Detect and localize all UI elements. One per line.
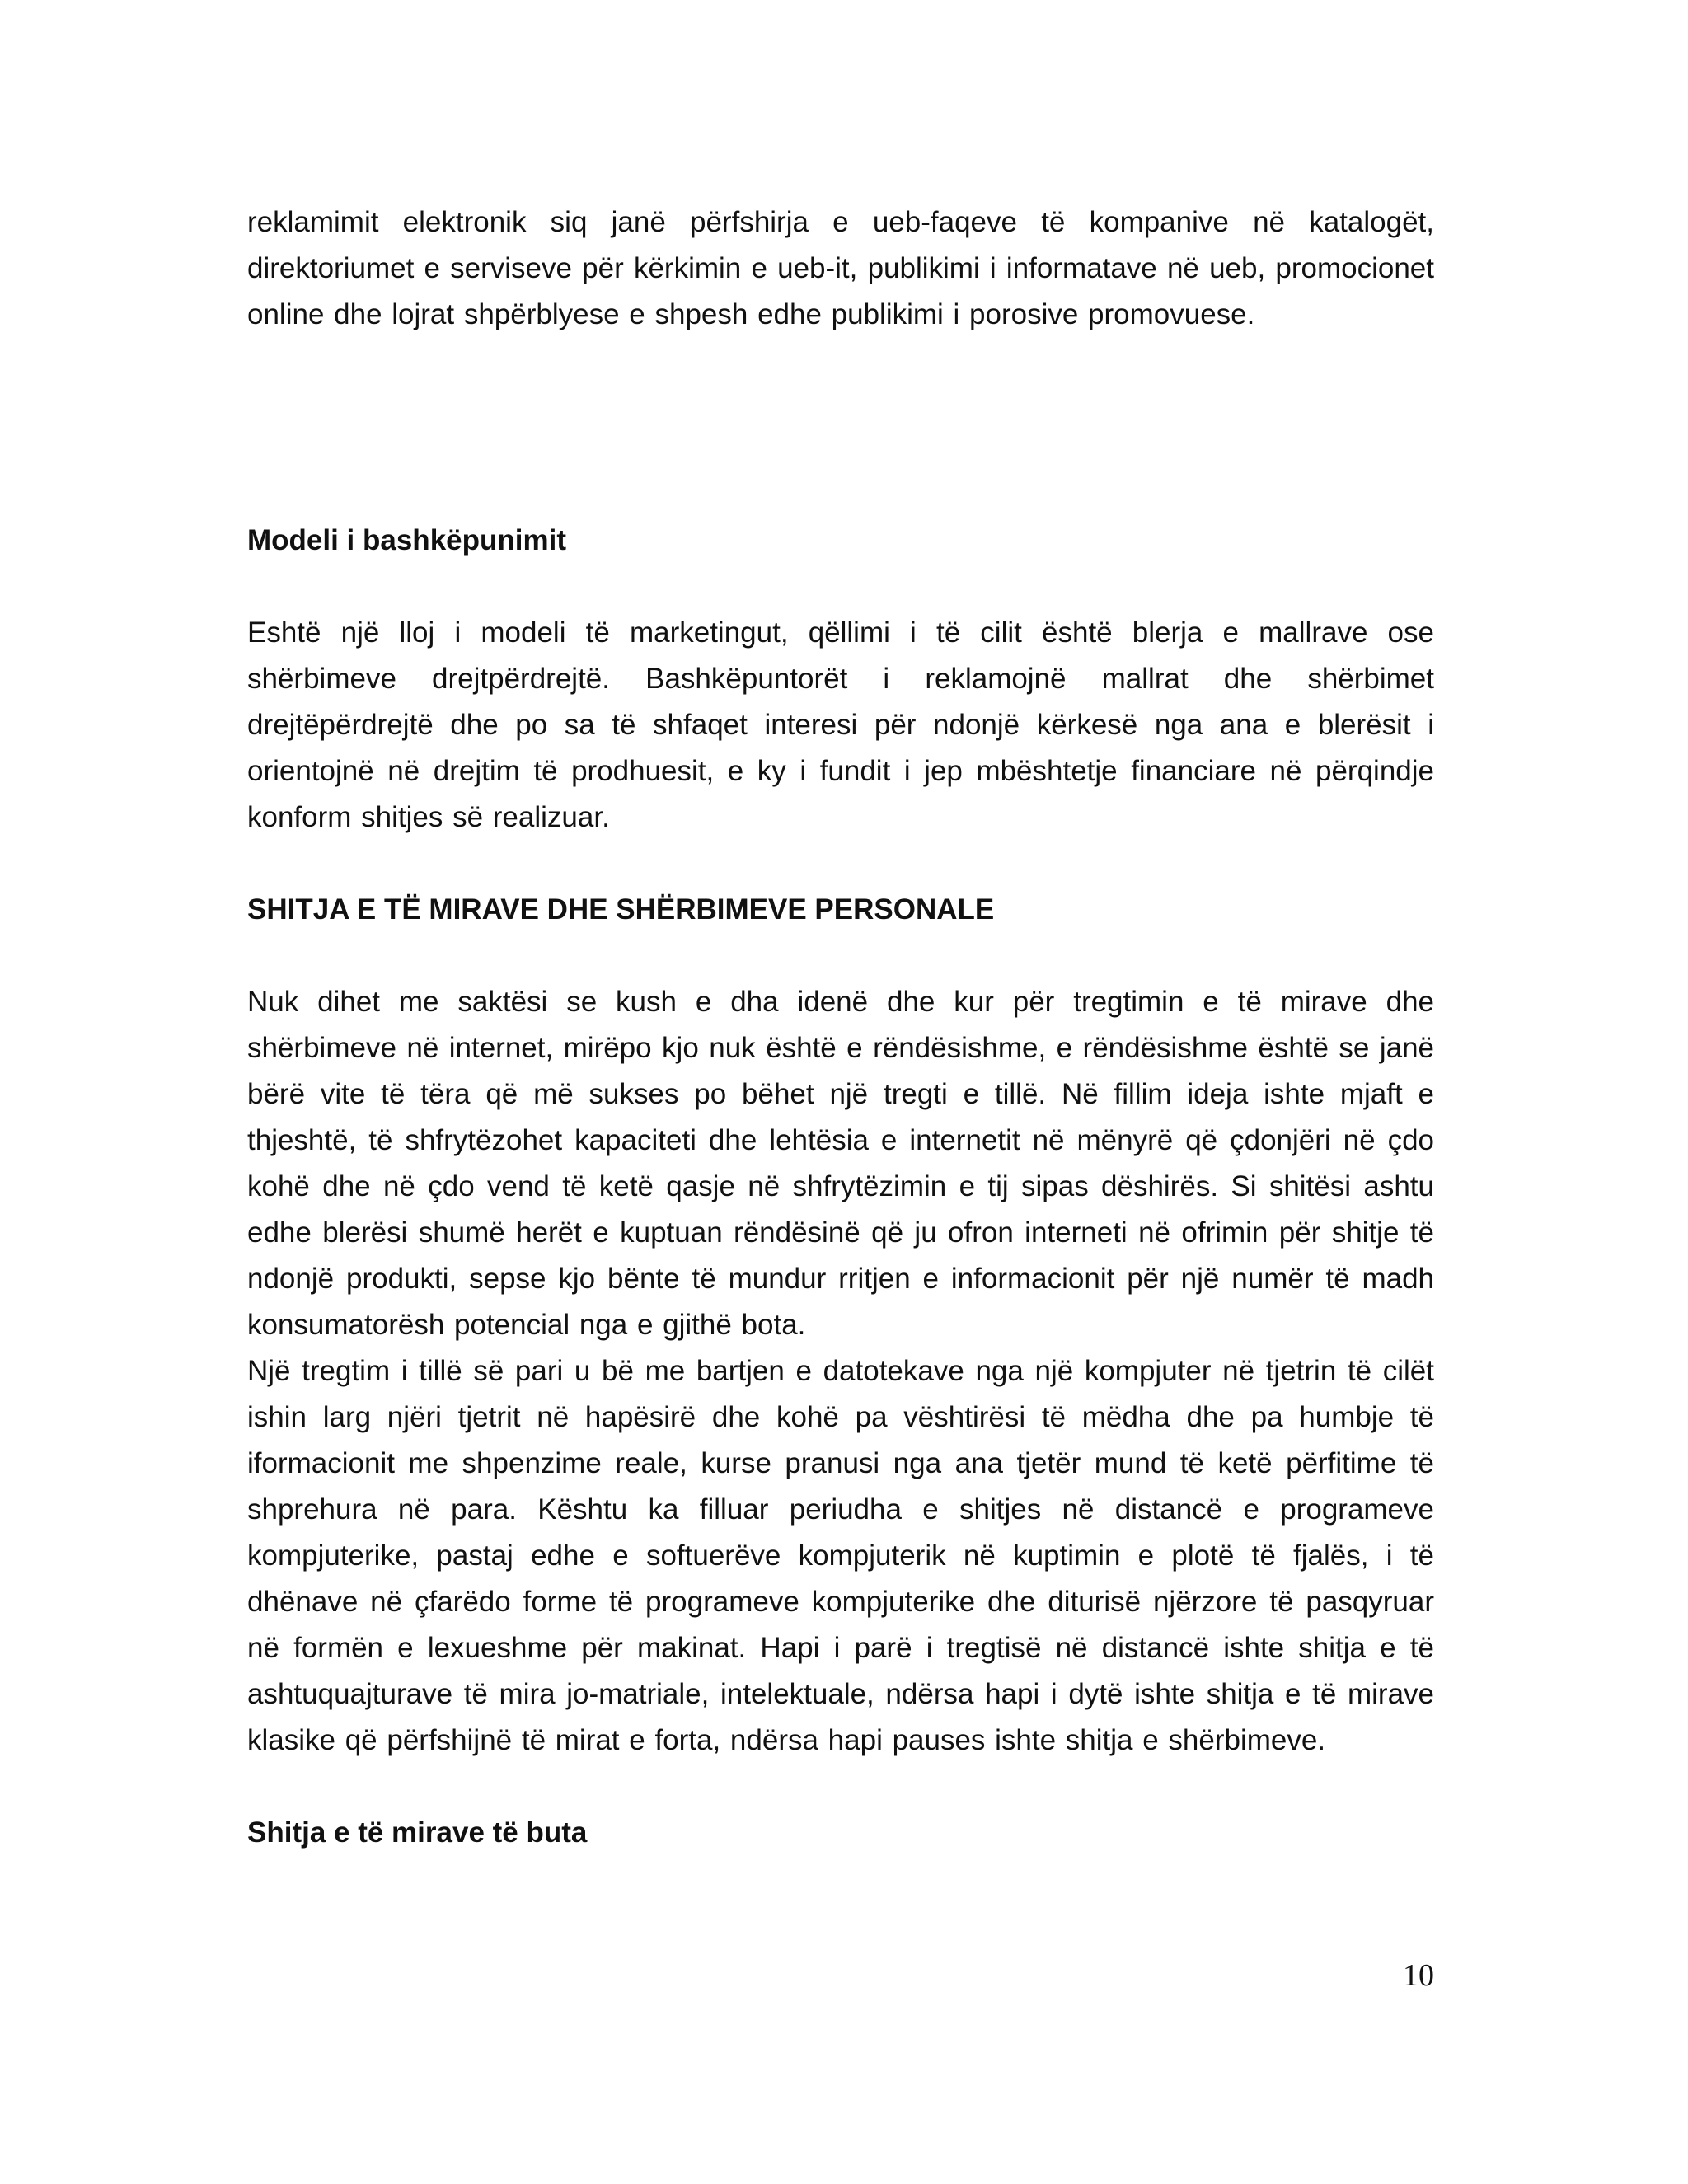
spacer	[247, 841, 1434, 887]
heading-sales-goods-services: SHITJA E TË MIRAVE DHE SHËRBIMEVE PERSONALE	[247, 893, 995, 926]
sales-paragraph-1: Nuk dihet me saktësi se kush e dha idenë dhe kur për tregtimin e të mirave dhe shërbimeve në internet, mirëpo kjo nuk është e rëndësishme, e rëndësishme është se janë bërë vite të tëra që më sukses po bëhet një tregti e tillë. Në fillim ideja ishte mjaft e thjeshtë, të shfrytëzohet kapaciteti dhe lehtësia e internetit në mënyrë që çdonjëri në çdo kohë dhe në çdo vend të ketë qasje në shfrytëzimin e tij sipas dëshirës. Si shitësi ashtu edhe blerësi shumë herët e kuptuan rëndësinë që ju ofron interneti në ofrimin për shitje të ndonjë produkti, sepse kjo bënte të mundur rritjen e informacionit për një numër të madh konsumatorësh potencial nga e gjithë bota.	[247, 986, 1434, 1341]
spacer	[247, 338, 1434, 518]
spacer	[247, 933, 1434, 979]
heading-cooperation-model: Modeli i bashkëpunimit	[247, 524, 566, 556]
intro-paragraph: reklamimit elektronik siq janë përfshirja e ueb-faqeve të kompanive në katalogët, direktoriumet e serviseve për kërkimin e ueb-it, publikimi i informatave në ueb, promocionet online dhe lojrat shpërblyese e shpesh edhe publikimi i porosive promovuese.	[247, 206, 1434, 330]
spacer	[247, 564, 1434, 610]
page-number: 10	[1403, 1958, 1434, 1993]
cooperation-paragraph: Eshtë një lloj i modeli të marketingut, qëllimi i të cilit është blerja e mallrave ose shërbimeve drejtpërdrejtë. Bashkëpuntorët i reklamojnë mallrat dhe shërbimet drejtëpërdrejtë dhe po sa të shfaqet interesi për ndonjë kërkesë nga ana e blerësit i orientojnë në drejtim të prodhuesit, e ky i fundit i jep mbështetje financiare në përqindje konform shitjes së realizuar.	[247, 616, 1434, 833]
spacer	[247, 1764, 1434, 1810]
heading-soft-goods: Shitja e të mirave të buta	[247, 1816, 588, 1849]
sales-paragraph-2: Një tregtim i tillë së pari u bë me bartjen e datotekave nga një kompjuter në tjetrin të cilët ishin larg njëri tjetrit në hapësirë dhe kohë pa vështirësi të mëdha dhe pa humbje të iformacionit me shpenzime reale, kurse pranusi nga ana tjetër mund të ketë përfitime të shprehura në para. Kështu ka filluar periudha e shitjes në distancë e programeve kompjuterike, pastaj edhe e softuerëve kompjuterik në kuptimin e plotë të fjalës, i të dhënave në çfarëdo forme të programeve kompjuterike dhe diturisë njërzore të pasqyruar në formën e lexueshme për makinat. Hapi i parë i tregtisë në distancë ishte shitja e të ashtuquajturave të mira jo-matriale, intelektuale, ndërsa hapi i dytë ishte shitja e të mirave klasike që përfshijnë të mirat e forta, ndërsa hapi pauses ishte shitja e shërbimeve.	[247, 1355, 1434, 1756]
page-content	[247, 199, 1434, 1856]
